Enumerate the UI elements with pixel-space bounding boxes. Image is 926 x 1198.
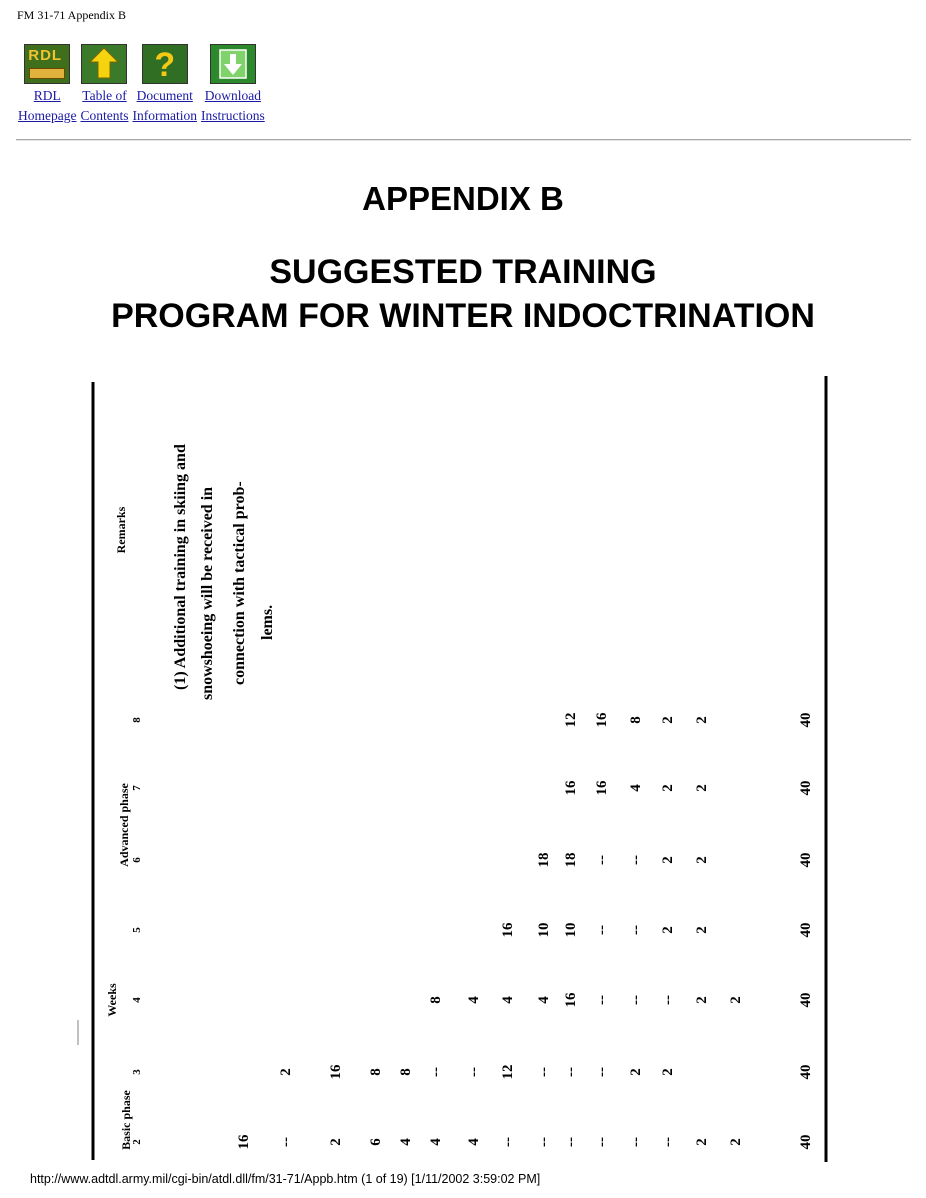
footer-url: http://www.adtdl.army.mil/cgi-bin/atdl.dll/fm/31-71/Appb.htm (1 of 19) [1/11/2002 3:59:02 PM] (30, 1172, 541, 1186)
table-cell: 2 (328, 1138, 344, 1146)
page-title-line-1: SUGGESTED TRAINING (269, 253, 657, 291)
remarks-line: snowshoeing will be received in (199, 486, 216, 700)
table-cell: -- (628, 1137, 644, 1147)
table-cell: 4 (466, 1138, 482, 1146)
header-week-number: 4 (131, 997, 143, 1003)
table-cell: 2 (728, 996, 744, 1004)
table-cell: -- (563, 1137, 579, 1147)
table-total-cell: 40 (798, 780, 814, 796)
table-cell: 18 (536, 852, 552, 868)
header-week-number: 2 (131, 1139, 143, 1145)
table-cell: 16 (563, 992, 579, 1008)
table-cell: 2 (660, 926, 676, 934)
table-cell: 18 (563, 852, 579, 868)
table-cell: 2 (278, 1068, 294, 1076)
header-weeks: Weeks (105, 983, 119, 1017)
nav-dl-label-1[interactable]: Download (204, 88, 261, 103)
table-total-cell: 40 (798, 992, 814, 1008)
header-advanced-phase: Advanced phase (117, 783, 131, 867)
table-cell: 2 (694, 856, 710, 864)
table-cell: 16 (594, 780, 610, 796)
header-remarks: Remarks (114, 506, 128, 554)
table-cell: 2 (694, 996, 710, 1004)
table-total-cell: 40 (798, 1064, 814, 1080)
nav-toc-label-1[interactable]: Table of (82, 88, 127, 103)
table-cell: -- (536, 1137, 552, 1147)
table-cell: 2 (628, 1068, 644, 1076)
table-cell: -- (563, 1067, 579, 1077)
table-cell: 2 (660, 716, 676, 724)
table-cell: 4 (500, 996, 516, 1004)
table-cell: 8 (368, 1068, 384, 1076)
table-cell: -- (466, 1067, 482, 1077)
question-mark-icon[interactable]: ? (142, 44, 188, 84)
download-arrow-icon[interactable] (210, 44, 256, 84)
header-week-number: 5 (131, 927, 143, 933)
table-cell: -- (660, 995, 676, 1005)
page-title (0, 250, 926, 338)
table-cell: 12 (563, 712, 579, 728)
table-cell: 4 (466, 996, 482, 1004)
table-cell: 16 (594, 712, 610, 728)
table-cell: -- (594, 925, 610, 935)
nav-dl-label-2[interactable]: Instructions (200, 108, 265, 123)
up-arrow-icon[interactable] (81, 44, 127, 84)
table-cell: 4 (628, 784, 644, 792)
header-week-number: 6 (131, 857, 143, 863)
header-week-number: 3 (131, 1069, 143, 1075)
nav-table-of-contents[interactable] (80, 44, 128, 126)
table-cell: 8 (428, 996, 444, 1004)
nav-rdl-label-2[interactable]: Homepage (18, 108, 77, 123)
rdl-logo-icon[interactable]: RDL (24, 44, 70, 84)
table-cell: 12 (500, 1064, 516, 1080)
table-cell: 2 (660, 856, 676, 864)
nav-toc-label-2[interactable]: Contents (80, 108, 129, 123)
table-cell: -- (536, 1067, 552, 1077)
table-cell: -- (628, 995, 644, 1005)
remarks-line: (1) Additional training in skiing and (172, 444, 189, 690)
header-week-number: 7 (131, 785, 143, 791)
page-title-line-2: PROGRAM FOR WINTER INDOCTRINATION (111, 297, 815, 335)
nav-doc-label-2[interactable]: Information (132, 108, 197, 123)
table-cell: -- (594, 1067, 610, 1077)
table-cell: -- (628, 855, 644, 865)
training-table-scan (0, 360, 926, 1168)
table-cell: 10 (563, 922, 579, 938)
nav-document-information[interactable] (133, 44, 197, 126)
table-cell: -- (500, 1137, 516, 1147)
table-total-cell: 40 (798, 852, 814, 868)
remarks-line: lems. (259, 604, 276, 640)
nav-rdl-label-1[interactable]: RDL (33, 88, 61, 103)
header-week-number: 8 (131, 717, 143, 723)
table-cell: 16 (500, 922, 516, 938)
table-cell: 2 (694, 1138, 710, 1146)
appendix-heading: APPENDIX B (362, 180, 564, 217)
horizontal-divider (16, 139, 911, 141)
print-header: FM 31-71 Appendix B (17, 8, 127, 22)
table-cell: -- (278, 1137, 294, 1147)
table-cell: 4 (428, 1138, 444, 1146)
table-cell: 2 (660, 1068, 676, 1076)
nav-rdl-homepage[interactable] (18, 44, 76, 126)
table-total-cell: 40 (798, 1134, 814, 1150)
table-cell: 2 (728, 1138, 744, 1146)
table-cell: 8 (628, 716, 644, 724)
table-cell: -- (660, 1137, 676, 1147)
table-cell: 2 (660, 784, 676, 792)
table-cell: -- (428, 1067, 444, 1077)
table-cell: 8 (398, 1068, 414, 1076)
header-basic-phase: Basic phase (119, 1090, 133, 1150)
table-cell: 4 (398, 1138, 414, 1146)
table-cell: 16 (328, 1064, 344, 1080)
table-cell: 2 (694, 926, 710, 934)
table-cell: 2 (694, 784, 710, 792)
table-cell: 16 (563, 780, 579, 796)
table-cell: -- (594, 995, 610, 1005)
table-total-cell: 40 (798, 712, 814, 728)
table-cell: -- (628, 925, 644, 935)
nav-download-instructions[interactable] (201, 44, 265, 126)
table-cell: -- (594, 855, 610, 865)
table-cell: 4 (536, 996, 552, 1004)
table-cell: 6 (368, 1138, 384, 1146)
table-cell: 2 (694, 716, 710, 724)
table-cell: -- (594, 1137, 610, 1147)
table-cell: 10 (536, 922, 552, 938)
table-total-cell: 40 (798, 922, 814, 938)
remarks-line: connection with tactical prob- (231, 481, 248, 685)
nav-doc-label-1[interactable]: Document (136, 88, 193, 103)
nav-bar (18, 44, 269, 126)
table-cell: 16 (236, 1134, 252, 1150)
